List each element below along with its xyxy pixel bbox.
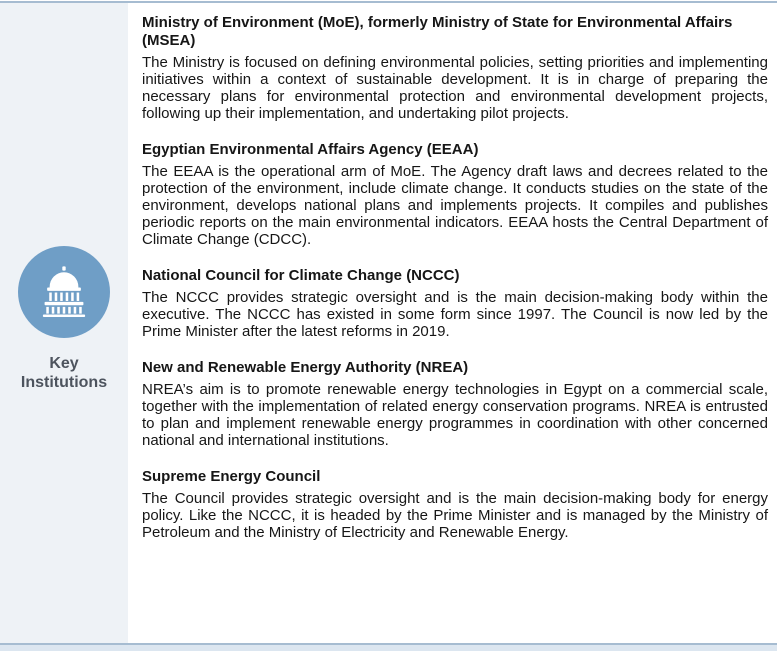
section-body: The NCCC provides strategic oversight and is the main decision-making body within the executive. The NCCC has existed in some form since 1997. The Council is now led by the Prime Minister after the latest reforms in 2019. bbox=[142, 289, 768, 340]
section-body: The Ministry is focused on defining environmental policies, setting priorities and implementing initiatives within a context of sustainable development. It is in charge of preparing the necessary plans for environmental protection and environmental development projects, following up their implementation, and undertaking pilot projects. bbox=[142, 54, 768, 122]
section-heading: New and Renewable Energy Authority (NREA) bbox=[142, 359, 469, 376]
section-body: The EEAA is the operational arm of MoE. The Agency draft laws and decrees related to the protection of the environment, include climate change. It conducts studies on the state of the environment, develops national plans and implements projects. It compiles and publishes periodic reports on the main environmental indicators. EEAA hosts the Central Department of Climate Change (CDCC). bbox=[142, 163, 768, 248]
section-heading: National Council for Climate Change (NCCC) bbox=[142, 267, 460, 284]
section-nccc bbox=[142, 267, 768, 340]
sidebar-label-line1: Key bbox=[49, 355, 79, 372]
sidebar-label-line2: Institutions bbox=[20, 374, 108, 391]
section-supreme-energy-council bbox=[142, 468, 768, 541]
section-eeaa bbox=[142, 141, 768, 248]
sidebar-label bbox=[21, 354, 107, 392]
bottom-strip bbox=[0, 645, 777, 651]
section-heading: Ministry of Environment (MoE), formerly Ministry of State for Environmental Affairs (MSEA) bbox=[142, 14, 733, 49]
section-heading: Supreme Energy Council bbox=[142, 468, 321, 485]
content-area bbox=[128, 3, 777, 643]
section-moe bbox=[142, 14, 768, 122]
section-body: The Council provides strategic oversight and is the main decision-making body for energy policy. Like the NCCC, it is headed by the Prime Minister and is managed by the Ministry of Petroleum and the Ministry of Electricity and Renewable Energy. bbox=[142, 490, 768, 541]
section-body: NREA’s aim is to promote renewable energy technologies in Egypt on a commercial scale, together with the implementation of related energy conservation programs. NREA is entrusted to plan and implement renewable energy programmes in coordination with other concerned national and international institutions. bbox=[142, 381, 768, 449]
section-heading: Egyptian Environmental Affairs Agency (EEAA) bbox=[142, 141, 479, 158]
capitol-building-icon bbox=[37, 263, 91, 322]
section-nrea bbox=[142, 359, 768, 449]
key-institutions-sidebar bbox=[0, 3, 128, 643]
icon-circle bbox=[18, 246, 110, 338]
